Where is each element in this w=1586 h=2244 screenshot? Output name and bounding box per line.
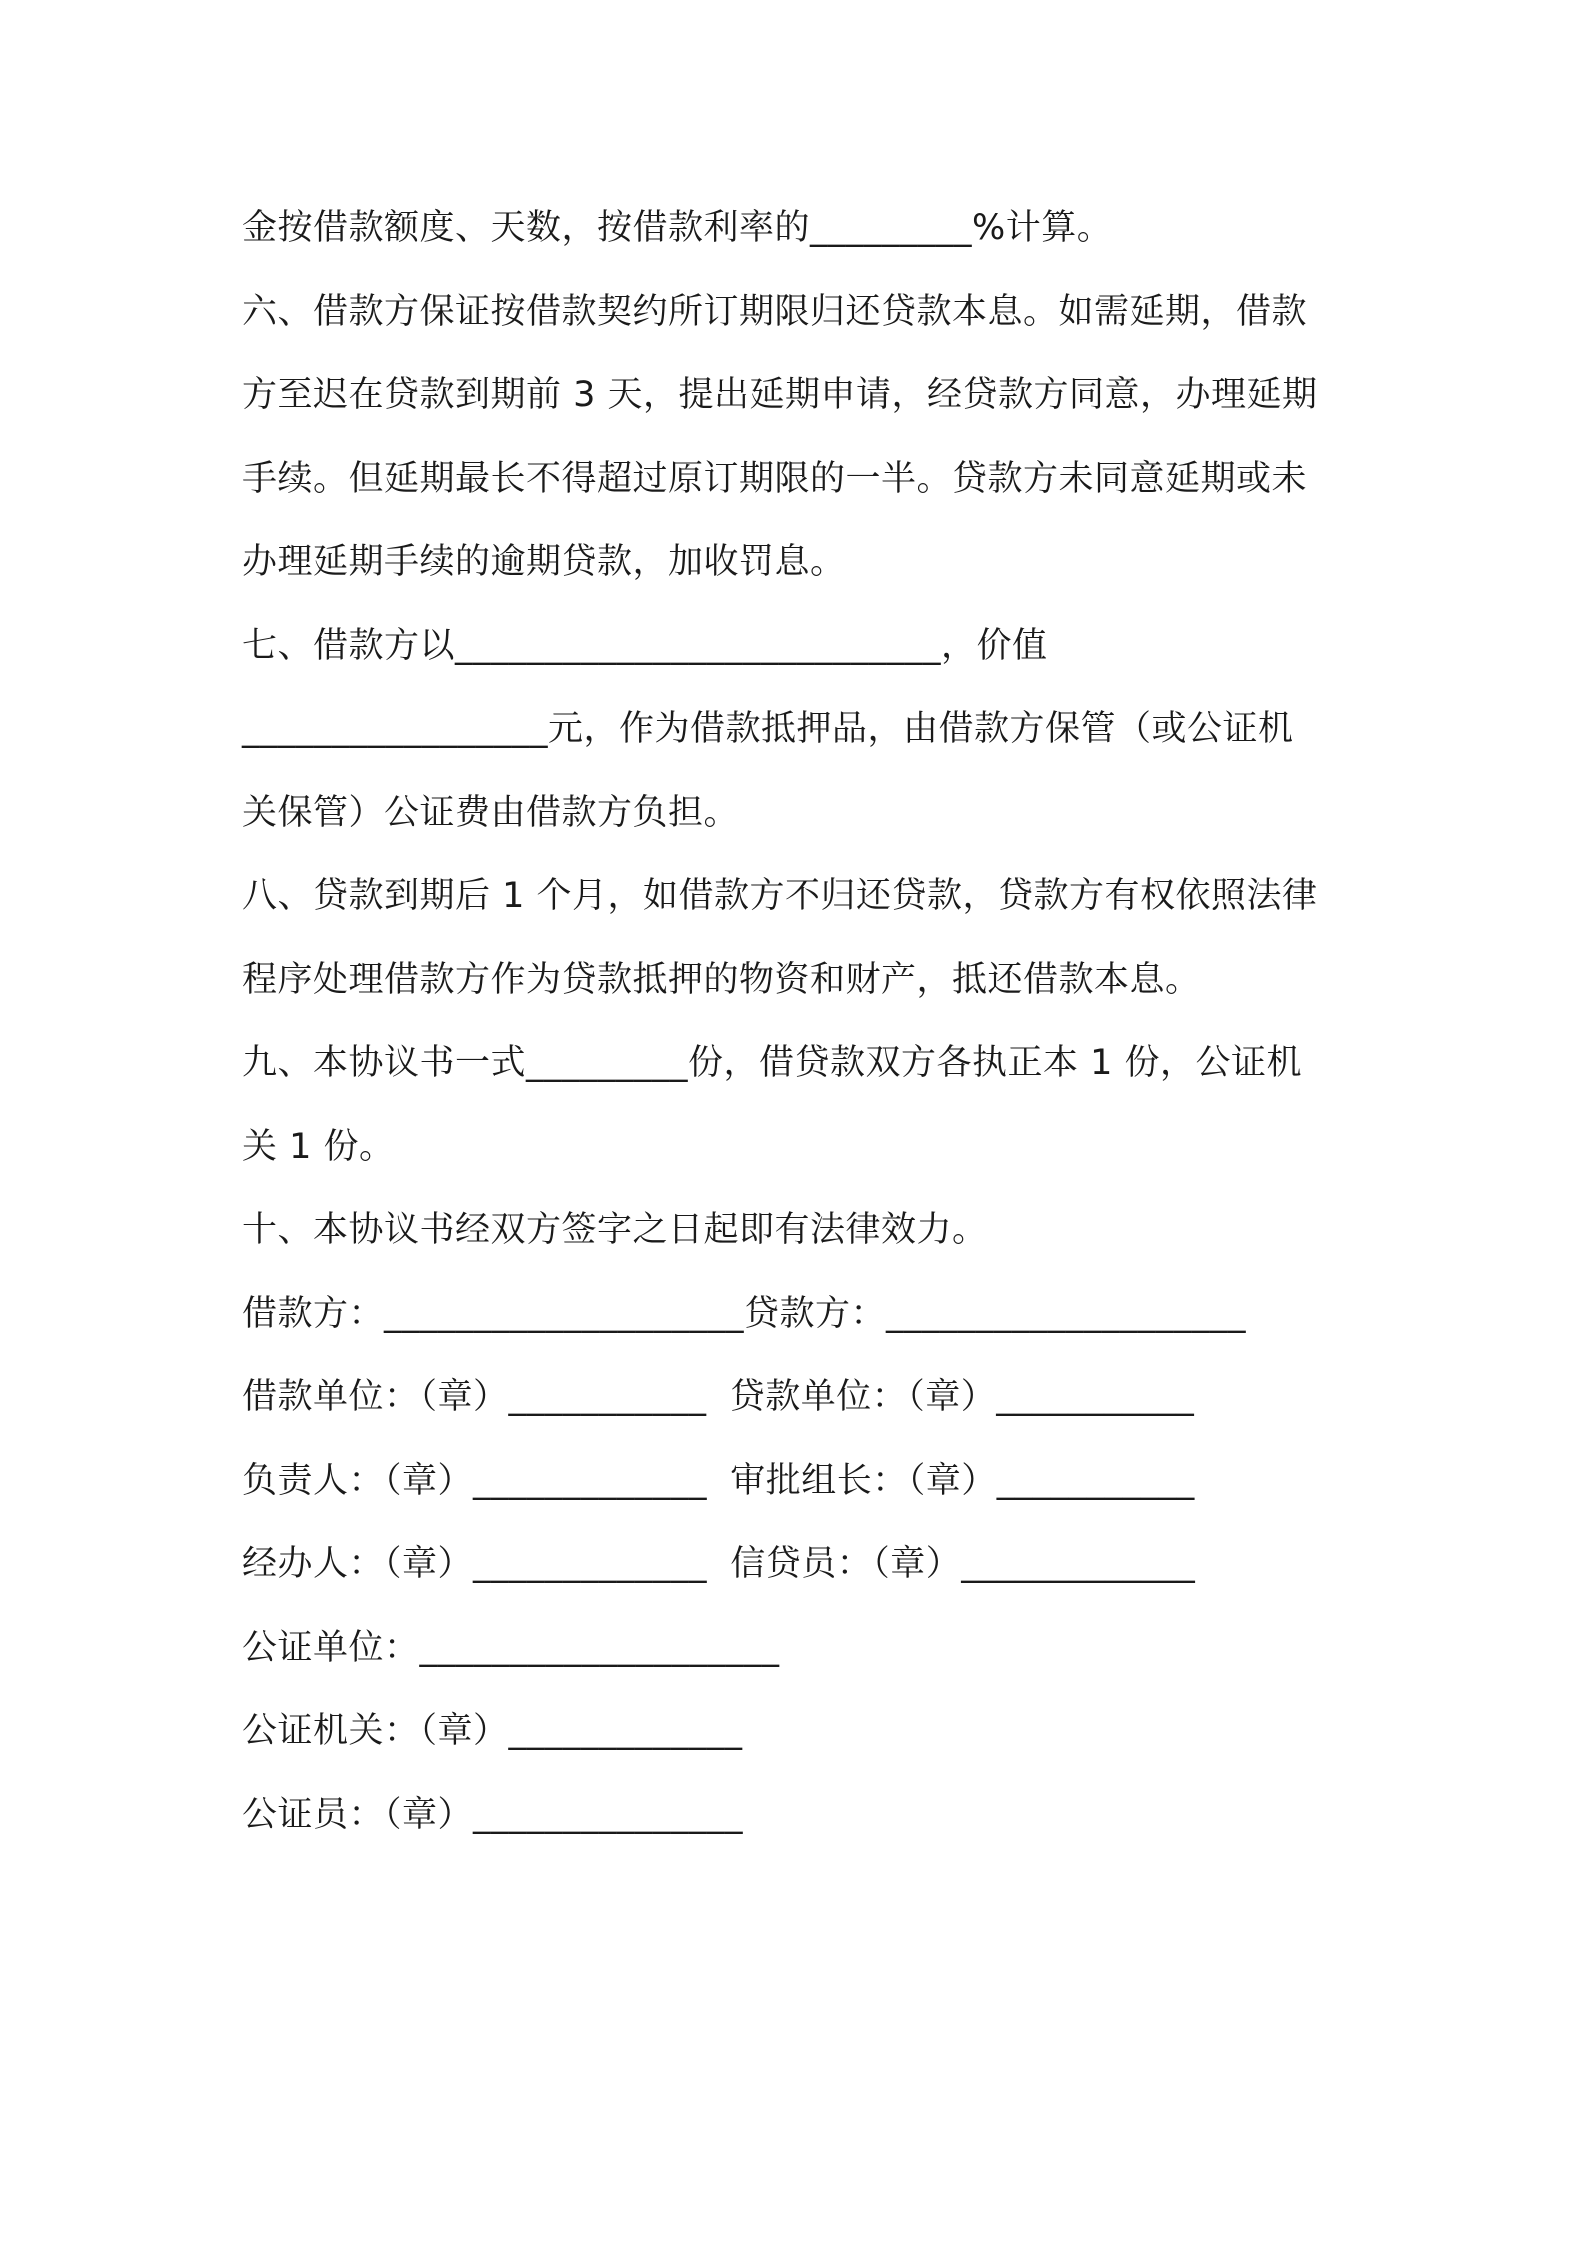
signature-responsible: 负责人：（章）_____________ 审批组长：（章）___________	[242, 1461, 1195, 1501]
text-line-2: 六、借款方保证按借款契约所订期限归还贷款本息。如需延期，借款	[242, 292, 1308, 332]
text-line-8: 关保管）公证费由借款方负担。	[242, 793, 740, 833]
text-line-3: 方至迟在贷款到期前 3 天，提出延期申请，经贷款方同意，办理延期	[242, 375, 1318, 415]
signature-notary-office: 公证机关：（章）_____________	[242, 1711, 743, 1751]
text-line-10: 程序处理借款方作为贷款抵押的物资和财产，抵还借款本息。	[242, 960, 1201, 1000]
text-line-9: 八、贷款到期后 1 个月，如借款方不归还贷款，贷款方有权依照法律	[242, 876, 1318, 916]
text-line-4: 手续。但延期最长不得超过原订期限的一半。贷款方未同意延期或未	[242, 459, 1308, 499]
signature-handler: 经办人：（章）_____________ 信贷员：（章）_____________	[242, 1544, 1196, 1584]
text-line-11: 九、本协议书一式_________份，借贷款双方各执正本 1 份，公证机	[242, 1043, 1303, 1083]
text-line-5: 办理延期手续的逾期贷款，加收罚息。	[242, 542, 846, 582]
signature-units: 借款单位：（章）___________ 贷款单位：（章）___________	[242, 1377, 1195, 1417]
signature-notary-unit: 公证单位：____________________	[242, 1628, 780, 1668]
text-line-12: 关 1 份。	[242, 1127, 395, 1167]
text-line-1: 金按借款额度、天数，按借款利率的_________%计算。	[242, 208, 1113, 248]
signature-borrower-lender: 借款方：____________________贷款方：____________________	[242, 1294, 1247, 1334]
signature-notary-clerk: 公证员：（章）_______________	[242, 1795, 744, 1835]
text-line-13: 十、本协议书经双方签字之日起即有法律效力。	[242, 1210, 988, 1250]
text-line-7: _________________元，作为借款抵押品，由借款方保管（或公证机	[242, 709, 1294, 749]
text-line-6: 七、借款方以___________________________，价值	[242, 626, 1048, 666]
